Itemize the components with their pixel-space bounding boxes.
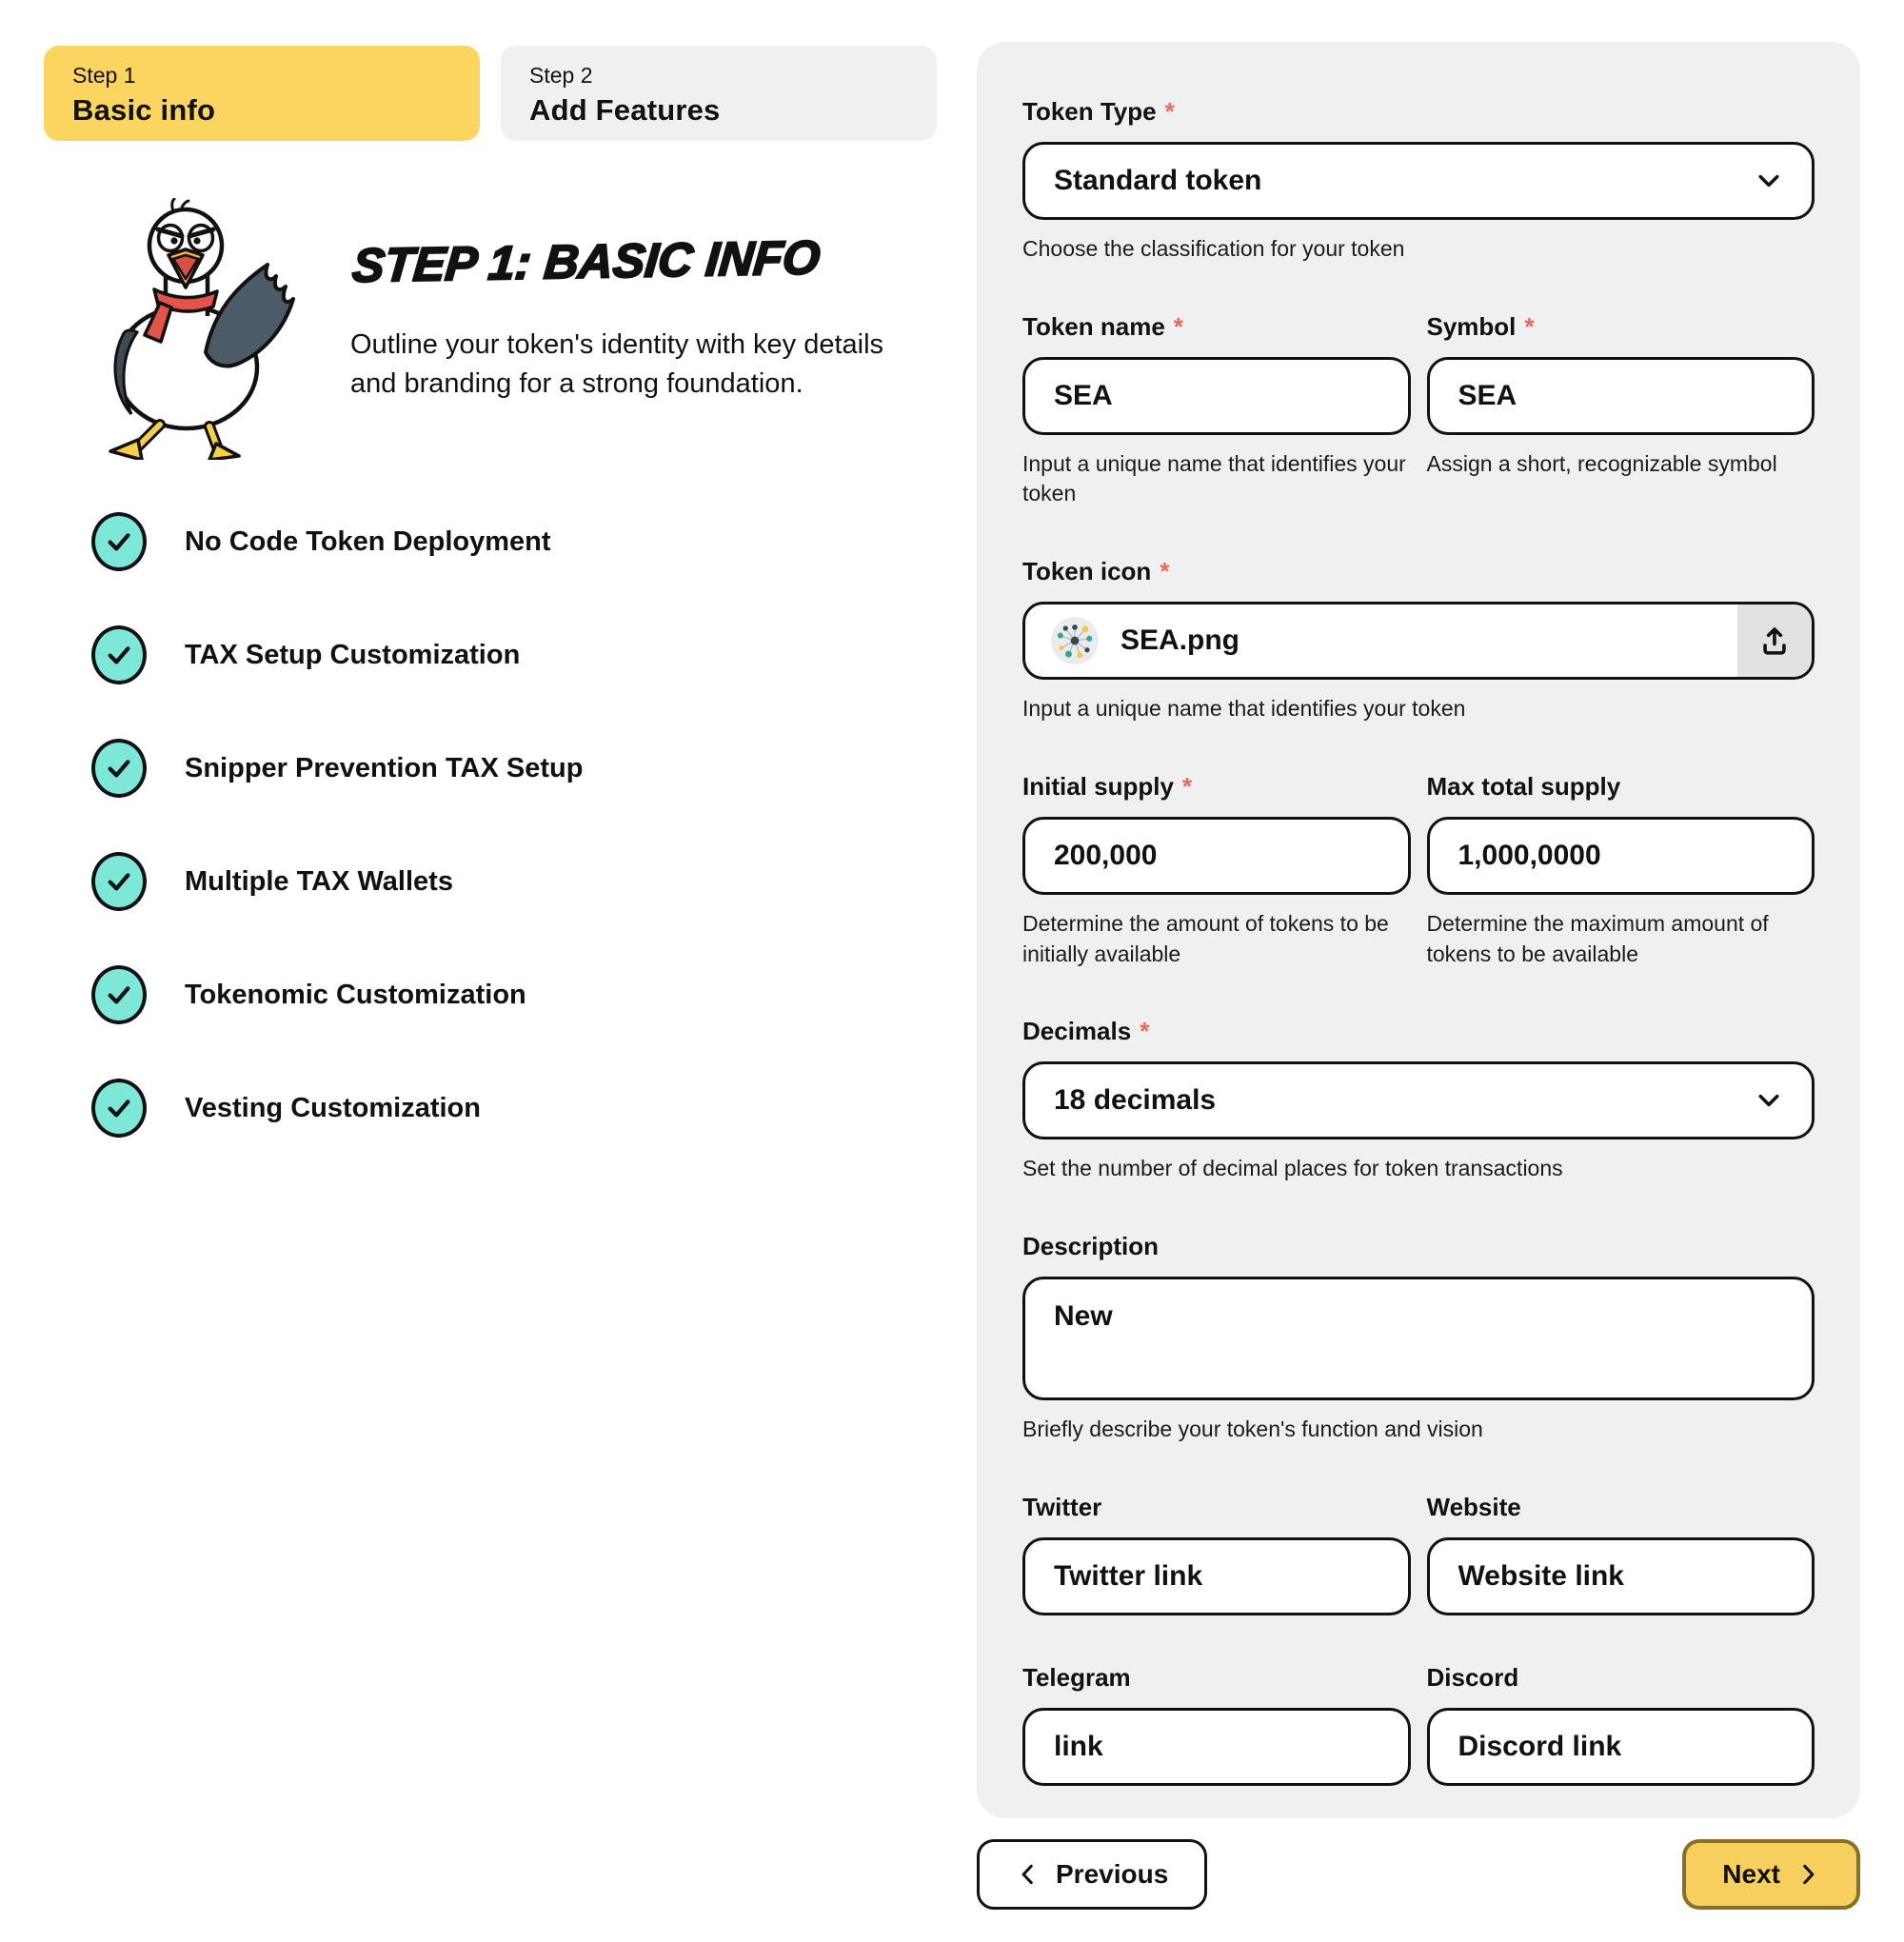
feature-item bbox=[91, 965, 583, 1024]
feature-item bbox=[91, 625, 583, 684]
decimals-helper: Set the number of decimal places for token transactions bbox=[1022, 1156, 1563, 1181]
required-asterisk: * bbox=[1164, 97, 1175, 126]
check-circle-icon bbox=[91, 625, 147, 684]
token-type-group bbox=[1022, 97, 1815, 265]
token-type-select[interactable] bbox=[1022, 142, 1815, 220]
check-icon bbox=[104, 980, 134, 1010]
max-total-supply-helper: Determine the maximum amount of tokens to be available bbox=[1426, 910, 1769, 966]
feature-item bbox=[91, 1079, 583, 1138]
website-group bbox=[1427, 1493, 1815, 1615]
symbol-input[interactable] bbox=[1427, 357, 1815, 435]
feature-label: TAX Setup Customization bbox=[185, 639, 521, 670]
symbol-helper: Assign a short, recognizable symbol bbox=[1426, 450, 1777, 476]
token-icon-label: Token icon * bbox=[1022, 557, 1170, 586]
chevron-left-icon bbox=[1016, 1862, 1041, 1887]
token-icon-file bbox=[1025, 616, 1264, 665]
step-title: STEP 1: BASIC INFO bbox=[350, 230, 823, 293]
basic-info-form-panel bbox=[977, 42, 1860, 1818]
tab-step-1-basic-info[interactable] bbox=[44, 46, 480, 141]
feature-item bbox=[91, 739, 583, 798]
initial-supply-label: Initial supply * bbox=[1022, 771, 1193, 801]
upload-icon bbox=[1758, 624, 1791, 657]
check-circle-icon bbox=[91, 512, 147, 571]
feature-label: Snipper Prevention TAX Setup bbox=[185, 752, 584, 783]
check-circle-icon bbox=[91, 1079, 147, 1138]
feature-label: Multiple TAX Wallets bbox=[185, 865, 453, 897]
symbol-group bbox=[1427, 312, 1815, 509]
feature-label: Vesting Customization bbox=[185, 1092, 481, 1123]
decimals-value: 18 decimals bbox=[1054, 1084, 1217, 1117]
website-label: Website bbox=[1426, 1492, 1521, 1521]
required-asterisk: * bbox=[1181, 771, 1193, 801]
check-circle-icon bbox=[91, 739, 147, 798]
max-total-supply-input[interactable] bbox=[1427, 817, 1815, 895]
token-icon-thumbnail bbox=[1050, 616, 1100, 665]
telegram-label: Telegram bbox=[1022, 1662, 1131, 1692]
required-asterisk: * bbox=[1140, 1017, 1150, 1046]
discord-input[interactable] bbox=[1427, 1708, 1815, 1786]
twitter-website-row bbox=[1022, 1493, 1815, 1615]
token-icon-upload-field[interactable] bbox=[1022, 602, 1815, 680]
token-type-helper: Choose the classification for your token bbox=[1022, 236, 1405, 261]
step-tabs bbox=[44, 46, 937, 141]
upload-button[interactable] bbox=[1737, 604, 1812, 677]
max-total-supply-label: Max total supply bbox=[1426, 771, 1621, 801]
token-name-group bbox=[1022, 312, 1411, 509]
token-name-input[interactable] bbox=[1022, 357, 1411, 435]
tab-step-number: Step 2 bbox=[529, 63, 593, 88]
check-icon bbox=[104, 866, 134, 897]
check-icon bbox=[104, 526, 134, 557]
max-total-supply-group bbox=[1427, 772, 1815, 969]
feature-label: Tokenomic Customization bbox=[185, 979, 526, 1010]
chevron-down-icon bbox=[1755, 1086, 1783, 1115]
tab-step-number: Step 1 bbox=[72, 63, 136, 88]
token-type-value: Standard token bbox=[1054, 165, 1262, 196]
token-icon-filename: SEA.png bbox=[1121, 624, 1240, 657]
twitter-label: Twitter bbox=[1022, 1492, 1102, 1521]
feature-item bbox=[91, 512, 583, 571]
feature-list bbox=[91, 512, 583, 1192]
website-input[interactable] bbox=[1427, 1537, 1815, 1615]
feature-label: No Code Token Deployment bbox=[185, 525, 551, 557]
seagull-mascot-illustration bbox=[74, 198, 298, 465]
check-icon bbox=[104, 753, 134, 783]
token-name-label: Token name * bbox=[1022, 311, 1183, 341]
description-textarea[interactable] bbox=[1022, 1277, 1815, 1400]
description-label: Description bbox=[1022, 1232, 1160, 1261]
tab-step-2-add-features[interactable] bbox=[501, 46, 937, 141]
name-symbol-row bbox=[1022, 312, 1815, 509]
discord-group bbox=[1427, 1663, 1815, 1786]
token-icon-helper: Input a unique name that identifies your token bbox=[1022, 696, 1466, 722]
initial-supply-helper: Determine the amount of tokens to be initially available bbox=[1022, 910, 1389, 966]
required-asterisk: * bbox=[1524, 311, 1535, 341]
tab-step-title: Basic info bbox=[72, 93, 216, 127]
check-icon bbox=[104, 1093, 134, 1123]
decimals-group bbox=[1022, 1017, 1815, 1184]
seagull-icon bbox=[74, 198, 298, 460]
required-asterisk: * bbox=[1160, 557, 1170, 586]
token-name-helper: Input a unique name that identifies your token bbox=[1022, 450, 1406, 506]
discord-label: Discord bbox=[1426, 1662, 1519, 1692]
feature-item bbox=[91, 852, 583, 911]
token-type-label: Token Type * bbox=[1022, 97, 1175, 126]
check-icon bbox=[104, 640, 134, 670]
chevron-right-icon bbox=[1795, 1862, 1820, 1887]
description-helper: Briefly describe your token's function and vision bbox=[1022, 1417, 1483, 1442]
initial-supply-group bbox=[1022, 772, 1411, 969]
tab-step-title: Add Features bbox=[529, 93, 721, 127]
check-circle-icon bbox=[91, 965, 147, 1024]
description-group bbox=[1022, 1232, 1815, 1445]
step-description: Outline your token's identity with key details and branding for a strong foundation. bbox=[350, 329, 884, 400]
supply-row bbox=[1022, 772, 1815, 969]
next-button[interactable]: Next bbox=[1682, 1839, 1860, 1910]
telegram-discord-row bbox=[1022, 1663, 1815, 1786]
telegram-group bbox=[1022, 1663, 1411, 1786]
check-circle-icon bbox=[91, 852, 147, 911]
decimals-select[interactable] bbox=[1022, 1061, 1815, 1139]
token-icon-group bbox=[1022, 557, 1815, 724]
step-intro bbox=[350, 230, 902, 404]
initial-supply-input[interactable] bbox=[1022, 817, 1411, 895]
wizard-footer bbox=[977, 1839, 1860, 1910]
telegram-input[interactable] bbox=[1022, 1708, 1411, 1786]
required-asterisk: * bbox=[1173, 311, 1183, 341]
twitter-input[interactable] bbox=[1022, 1537, 1411, 1615]
twitter-group bbox=[1022, 1493, 1411, 1615]
chevron-down-icon bbox=[1755, 167, 1783, 195]
decimals-label: Decimals * bbox=[1022, 1017, 1150, 1046]
previous-button[interactable]: Previous bbox=[977, 1839, 1207, 1910]
symbol-label: Symbol * bbox=[1426, 311, 1535, 341]
